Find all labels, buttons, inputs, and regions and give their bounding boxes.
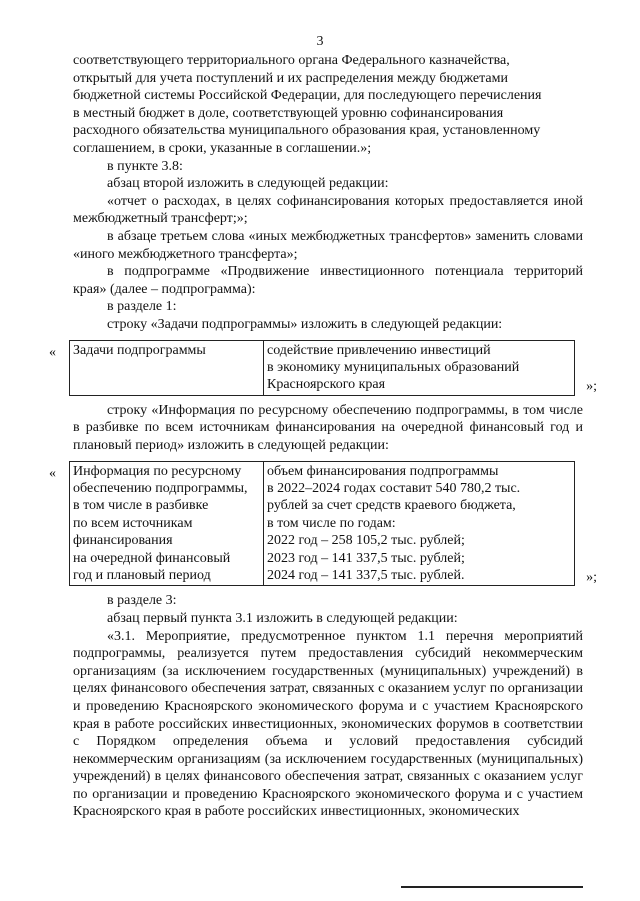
table-cell-left	[70, 461, 264, 586]
intro-line: в местный бюджет в доле, соответствующей уровню софинансирования	[73, 105, 504, 121]
cell-line: Красноярского края	[267, 377, 386, 393]
table-row	[70, 340, 575, 395]
cell-line: объем финансирования подпрограммы	[267, 463, 499, 479]
cell-line: финансирования	[73, 533, 173, 549]
table-cell-right	[264, 340, 575, 395]
intro-line: открытый для учета поступлений и их распределения между бюджетами	[73, 70, 508, 86]
cell-line: в том числе в разбивке	[73, 498, 209, 514]
table-cell-left: Задачи подпрограммы	[70, 340, 264, 395]
paragraph-item-3-8: в пункте 3.8:	[107, 158, 183, 174]
paragraph-stroka-informaciya: строку «Информация по ресурсному обеспечению подпрограммы, в том числе в разбивке по всем источникам финансирования на очередной финансовый год и плановый период» изложить в следующей редакции:	[73, 402, 583, 453]
zadachi-table	[69, 340, 575, 396]
document-body	[49, 52, 597, 821]
paragraph-abzac-perviy: абзац первый пункта 3.1 изложить в следующей редакции:	[107, 610, 458, 626]
paragraph-razdel-1: в разделе 1:	[107, 299, 177, 315]
cell-line: 2024 год – 141 337,5 тыс. рублей.	[267, 567, 465, 583]
table-zadachi	[49, 340, 597, 396]
cell-line: 2023 год – 141 337,5 тыс. рублей;	[267, 550, 465, 566]
cell-line: на очередной финансовый	[73, 550, 231, 566]
paragraph-stroka-zadachi: строку «Задачи подпрограммы» изложить в следующей редакции:	[107, 316, 503, 332]
paragraph-podprogramma: в подпрограмме «Продвижение инвестиционного потенциала территорий края» (далее – подпрограмма):	[73, 264, 583, 297]
cell-line: в экономику муниципальных образований	[267, 359, 520, 375]
cell-line: рублей за счет средств краевого бюджета,	[267, 498, 516, 514]
cell-line: содействие привлечению инвестиций	[267, 342, 491, 358]
open-quote: «	[49, 465, 56, 481]
cell-line: по всем источникам	[73, 515, 193, 531]
table-informaciya	[49, 461, 597, 587]
intro-line: бюджетной системы Российской Федерации, для последующего перечисления	[73, 88, 542, 104]
intro-line: соглашением, в сроки, указанные в соглашении.»;	[73, 140, 372, 156]
close-quote: »;	[586, 379, 597, 395]
paragraph-abzac-tretiy: в абзаце третьем слова «иных межбюджетных трансфертов» заменить словами «иного межбюджетного трансферта»;	[73, 228, 583, 262]
footnote-divider	[401, 886, 583, 888]
informaciya-table	[69, 461, 575, 587]
paragraph-razdel-3: в разделе 3:	[107, 593, 177, 609]
page-number: 3	[316, 34, 324, 49]
paragraph-otchet: «отчет о расходах, в целях софинансирования которых предоставляется иной межбюджетный трансферт;»;	[73, 193, 583, 227]
cell-line: 2022 год – 258 105,2 тыс. рублей;	[267, 533, 465, 549]
table-cell-right	[264, 461, 575, 586]
cell-line: Информация по ресурсному	[73, 463, 242, 479]
cell-line: обеспечению подпрограммы,	[73, 480, 248, 496]
paragraph-punkt-3-1: «3.1. Мероприятие, предусмотренное пунктом 1.1 перечня мероприятий подпрограммы, реализуется путем предоставления субсидий некоммерческим организациям (за исключением государственных (муниципальных) учреждений) в целях финансового обеспечения затрат, связанных с оказанием услуг по организации и проведению Красноярского экономического форума и с участием Красноярского края в работе российских инвестиционных, экономических форумов в соответствии с Порядком определения объема и условий предоставления субсидий некоммерческим организациям (за исключением государственных (муниципальных) учреждений) в целях финансового обеспечения затрат, связанных с оказанием услуг по организации и проведению Красноярского экономического форума и с участием Красноярского края в работе российских инвестиционных, экономических	[73, 628, 583, 820]
intro-line: расходного обязательства муниципального образования края, установленному	[73, 123, 541, 139]
table-row	[70, 461, 575, 586]
cell-line: год и плановый период	[73, 567, 211, 583]
paragraph-abzac-vtoroy: абзац второй изложить в следующей редакции:	[107, 176, 389, 192]
cell-line: в том числе по годам:	[267, 515, 396, 531]
open-quote: «	[49, 344, 56, 360]
close-quote: »;	[586, 569, 597, 585]
cell-line: в 2022–2024 годах составит 540 780,2 тыс.	[267, 480, 521, 496]
intro-line: соответствующего территориального органа Федерального казначейства,	[73, 53, 510, 68]
